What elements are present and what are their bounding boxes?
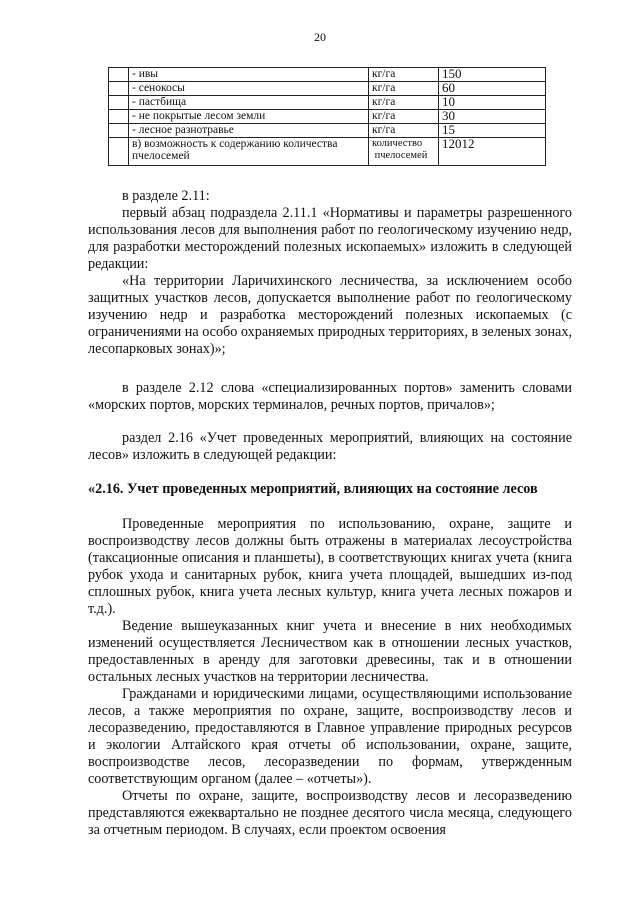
text-block-2 — [88, 380, 572, 414]
row-label-line-2: пчелосемей — [132, 150, 190, 162]
paragraph: «На территории Ларичихинского лесничества, за исключением особо защитных участков лесов, допускается выполнение работ по геологическому изучению недр и разработка месторождений полезных ископаемых (с ограничениями на особо охраняемых природных территориях, в зеленых зонах, лесопарковых зонах)»; — [88, 273, 572, 357]
paragraph: Отчеты по охране, защите, воспроизводству лесов и лесоразведению представляются ежеквартально не позднее десятого числа месяца, следующего за отчетным периодом. В случаях, если проектом освоения — [88, 788, 572, 838]
table-row — [109, 82, 546, 96]
paragraph: Проведенные мероприятия по использованию, охране, защите и воспроизводству лесов должны быть отражены в материалах лесоустройства (таксационные описания и планшеты), в соответствующих книгах учета (книга рубок ухода и санитарных рубок, книга учета площадей, вышедших из-под сплошных рубок, книга учета лесных культур, книга учета лесных пожаров и т.д.). — [88, 516, 572, 617]
row-value: 10 — [439, 96, 546, 110]
row-unit: кг/га — [369, 124, 439, 138]
table-row — [109, 96, 546, 110]
paragraph: раздел 2.16 «Учет проведенных мероприятий, влияющих на состояние лесов» изложить в следующей редакции: — [88, 430, 572, 463]
row-label: - ивы — [129, 68, 369, 82]
row-unit-line-2: пчелосемей — [374, 150, 428, 161]
section-heading: «2.16. Учет проведенных мероприятий, влияющих на состояние лесов — [88, 481, 538, 497]
row-value: 30 — [439, 110, 546, 124]
paragraph: первый абзац подраздела 2.11.1 «Нормативы и параметры разрешенного использования лесов для выполнения работ по геологическому изучению недр, для разработки месторождений полезных ископаемых» изложить в следующей редакции: — [88, 205, 572, 272]
row-label: - сенокосы — [129, 82, 369, 96]
page-number: 20 — [314, 30, 326, 44]
row-unit: кг/га — [369, 110, 439, 124]
row-label: - пастбища — [129, 96, 369, 110]
row-unit: кг/га — [369, 82, 439, 96]
row-label: - лесное разнотравье — [129, 124, 369, 138]
paragraph: в разделе 2.12 слова «специализированных портов» заменить словами «морских портов, морских терминалов, речных портов, причалов»; — [88, 380, 572, 413]
row-label: - не покрытые лесом земли — [129, 110, 369, 124]
paragraph: Ведение вышеуказанных книг учета и внесение в них необходимых изменений осуществляется Лесничеством как в отношении лесных участков, предоставленных в аренду для заготовки древесины, так и в отношении остальных лесных участков на территории лесничества. — [88, 618, 572, 685]
seed-rate-table — [108, 67, 546, 166]
row-unit: кг/га — [369, 96, 439, 110]
row-value: 60 — [439, 82, 546, 96]
paragraph: в разделе 2.11: — [122, 188, 210, 204]
row-value: 150 — [439, 68, 546, 82]
table-row — [109, 124, 546, 138]
row-unit-line-1: количество — [372, 138, 423, 149]
row-unit — [369, 138, 439, 166]
row-label-line-1: в) возможность к содержанию количества — [132, 138, 338, 150]
table-row — [109, 68, 546, 82]
text-block-5 — [88, 516, 572, 839]
row-label — [129, 138, 369, 166]
row-value: 15 — [439, 124, 546, 138]
row-unit: кг/га — [369, 68, 439, 82]
paragraph: Гражданами и юридическими лицами, осуществляющими использование лесов, а также мероприятия по охране, защите, воспроизводству лесов и лесоразведению, предоставляются в Главное управление природных ресурсов и экологии Алтайского края отчеты об использовании, охране, защите, воспроизводстве лесов, лесоразведении по формам, утвержденным соответствующим органом (далее – «отчеты»). — [88, 686, 572, 787]
table-row — [109, 138, 546, 166]
row-value: 12012 — [439, 138, 546, 166]
table-row — [109, 110, 546, 124]
text-block-1 — [88, 188, 572, 358]
text-block-3 — [88, 430, 572, 464]
text-block-4 — [88, 481, 572, 498]
